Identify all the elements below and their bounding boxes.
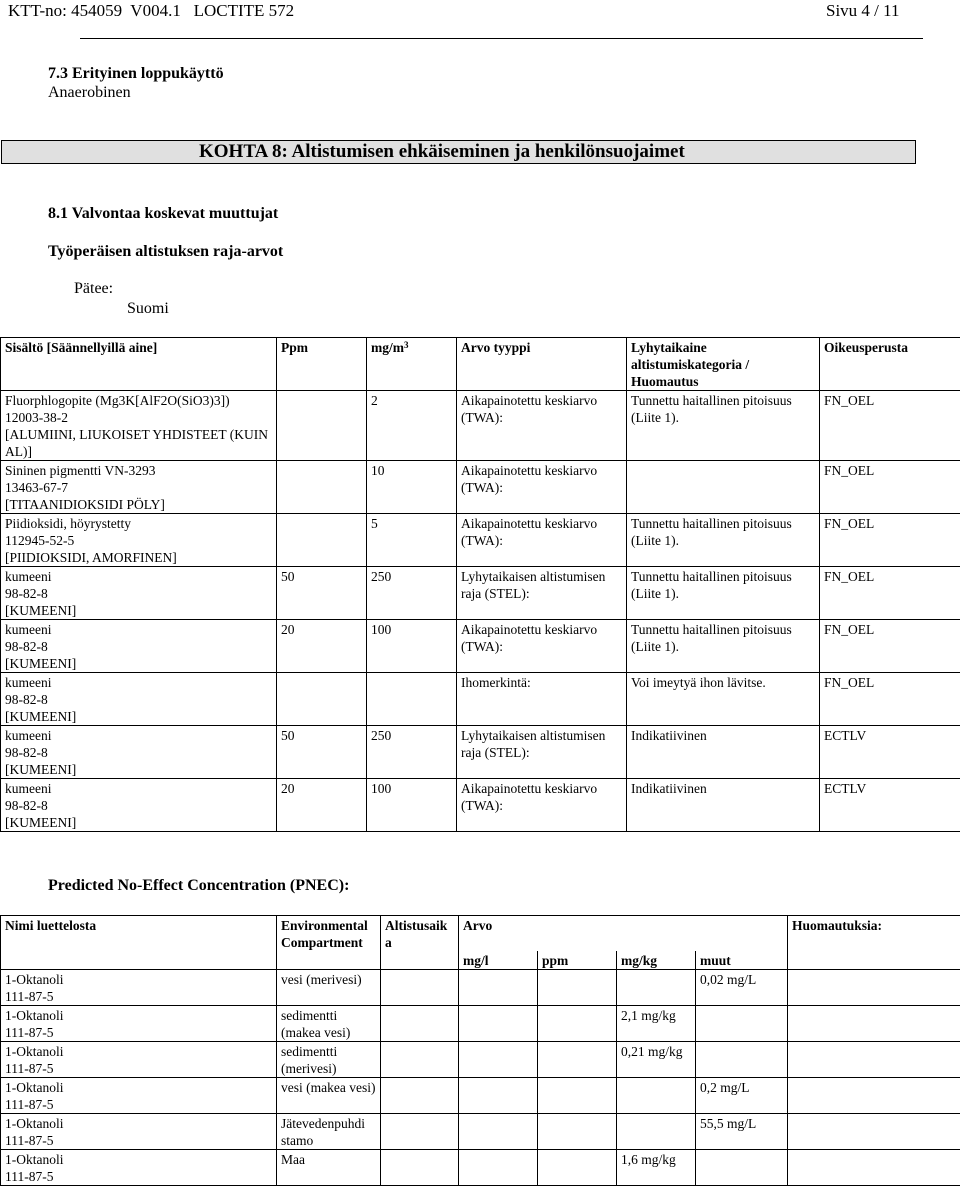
pnec-cell-mgl [459, 1005, 538, 1041]
oel-cell-substance: kumeeni 98-82-8 [KUMEENI] [1, 779, 277, 832]
pnec-cell-compartment: sedimentti (merivesi) [277, 1041, 381, 1077]
pnec-cell-name: 1-Oktanoli 111-87-5 [1, 1005, 277, 1041]
pnec-cell-name: 1-Oktanoli 111-87-5 [1, 1113, 277, 1149]
oel-cell-value-type: Lyhytaikaisen altistumisen raja (STEL): [457, 567, 627, 620]
col-category: Lyhytaikaine altistumiskategoria / Huomautus [627, 338, 820, 391]
document-id: KTT-no: 454059 V004.1 LOCTITE 572 [8, 1, 294, 21]
pnec-cell-remarks [788, 1041, 960, 1077]
pnec-row [1, 1005, 960, 1041]
oel-cell-substance: Fluorphlogopite (Mg3K[AlF2O(SiO3)3]) 12003-38-2 [ALUMIINI, LIUKOISET YHDISTEET (KUIN AL)] [1, 391, 277, 461]
pnec-cell-name: 1-Oktanoli 111-87-5 [1, 1077, 277, 1113]
oel-row [1, 567, 960, 620]
pnec-cell-remarks [788, 1077, 960, 1113]
oel-cell-category: Voi imeytyä ihon lävitse. [627, 673, 820, 726]
section-8-banner-title: KOHTA 8: Altistumisen ehkäiseminen ja henkilönsuojaimet [199, 141, 685, 163]
oel-cell-value-type: Aikapainotettu keskiarvo (TWA): [457, 514, 627, 567]
oel-cell-substance: Piidioksidi, höyrystetty 112945-52-5 [PIIDIOKSIDI, AMORFINEN] [1, 514, 277, 567]
valid-country: Suomi [127, 300, 169, 318]
oel-cell-ppm: 20 [277, 779, 367, 832]
oel-cell-substance: kumeeni 98-82-8 [KUMEENI] [1, 673, 277, 726]
section-7-3-text: Anaerobinen [48, 84, 131, 102]
pnec-cell-mgl [459, 1077, 538, 1113]
pnec-cell-compartment: sedimentti (makea vesi) [277, 1005, 381, 1041]
pnec-cell-other: 0,2 mg/L [696, 1077, 788, 1113]
pnec-row [1, 1113, 960, 1149]
oel-cell-substance: kumeeni 98-82-8 [KUMEENI] [1, 620, 277, 673]
pnec-col-value: Arvo [459, 916, 788, 951]
pnec-cell-exposure [381, 1077, 459, 1113]
col-mgm3 [367, 338, 457, 391]
pnec-cell-remarks [788, 969, 960, 1005]
pnec-cell-ppm [538, 1149, 617, 1185]
oel-cell-ppm: 50 [277, 726, 367, 779]
pnec-col-compartment: Environmental Compartment [277, 916, 381, 970]
pnec-col-name: Nimi luettelosta [1, 916, 277, 970]
oel-cell-ppm [277, 514, 367, 567]
oel-cell-substance: Sininen pigmentti VN-3293 13463-67-7 [TITAANIDIOKSIDI PÖLY] [1, 461, 277, 514]
oel-cell-basis: FN_OEL [820, 673, 960, 726]
oel-cell-mgm3: 5 [367, 514, 457, 567]
pnec-cell-mgkg: 0,21 mg/kg [617, 1041, 696, 1077]
oel-cell-mgm3: 100 [367, 620, 457, 673]
pnec-cell-ppm [538, 1005, 617, 1041]
pnec-cell-ppm [538, 1041, 617, 1077]
oel-cell-ppm [277, 461, 367, 514]
oel-cell-value-type: Aikapainotettu keskiarvo (TWA): [457, 620, 627, 673]
oel-row [1, 461, 960, 514]
pnec-cell-name: 1-Oktanoli 111-87-5 [1, 1149, 277, 1185]
oel-row [1, 391, 960, 461]
oel-cell-basis: ECTLV [820, 779, 960, 832]
oel-row [1, 673, 960, 726]
page-number: Sivu 4 / 11 [826, 1, 900, 21]
pnec-col-ppm: ppm [538, 951, 617, 970]
oel-cell-category: Indikatiivinen [627, 779, 820, 832]
oel-cell-basis: FN_OEL [820, 391, 960, 461]
col-value-type: Arvo tyyppi [457, 338, 627, 391]
col-basis: Oikeusperusta [820, 338, 960, 391]
oel-heading: Työperäisen altistuksen raja-arvot [48, 243, 283, 261]
oel-row [1, 726, 960, 779]
pnec-cell-remarks [788, 1149, 960, 1185]
oel-header-row [1, 338, 960, 391]
pnec-cell-mgkg: 2,1 mg/kg [617, 1005, 696, 1041]
oel-cell-ppm: 20 [277, 620, 367, 673]
oel-cell-value-type: Aikapainotettu keskiarvo (TWA): [457, 391, 627, 461]
oel-row [1, 620, 960, 673]
oel-row [1, 514, 960, 567]
oel-cell-category: Tunnettu haitallinen pitoisuus (Liite 1). [627, 391, 820, 461]
oel-cell-basis: FN_OEL [820, 620, 960, 673]
pnec-cell-other [696, 1005, 788, 1041]
oel-cell-ppm [277, 391, 367, 461]
pnec-cell-remarks [788, 1005, 960, 1041]
pnec-col-remarks: Huomautuksia: [788, 916, 960, 970]
oel-cell-category: Tunnettu haitallinen pitoisuus (Liite 1). [627, 567, 820, 620]
oel-cell-mgm3: 2 [367, 391, 457, 461]
oel-cell-mgm3: 250 [367, 726, 457, 779]
pnec-cell-mgkg [617, 969, 696, 1005]
oel-cell-substance: kumeeni 98-82-8 [KUMEENI] [1, 726, 277, 779]
pnec-cell-ppm [538, 1113, 617, 1149]
oel-cell-basis: FN_OEL [820, 567, 960, 620]
pnec-row [1, 1149, 960, 1185]
col-substance: Sisältö [Säännellyillä aine] [1, 338, 277, 391]
pnec-cell-exposure [381, 969, 459, 1005]
pnec-cell-mgkg [617, 1077, 696, 1113]
oel-cell-category [627, 461, 820, 514]
pnec-cell-exposure [381, 1149, 459, 1185]
oel-cell-category: Indikatiivinen [627, 726, 820, 779]
section-8-banner [1, 140, 916, 164]
pnec-cell-mgkg: 1,6 mg/kg [617, 1149, 696, 1185]
pnec-col-other: muut [696, 951, 788, 970]
pnec-cell-other: 55,5 mg/L [696, 1113, 788, 1149]
oel-cell-value-type: Ihomerkintä: [457, 673, 627, 726]
pnec-cell-remarks [788, 1113, 960, 1149]
pnec-table [0, 915, 960, 1186]
pnec-col-exposure: Altistusaik a [381, 916, 459, 970]
pnec-row [1, 1041, 960, 1077]
col-mgm3-sup: 3 [404, 340, 409, 350]
pnec-cell-name: 1-Oktanoli 111-87-5 [1, 969, 277, 1005]
oel-row [1, 779, 960, 832]
pnec-cell-name: 1-Oktanoli 111-87-5 [1, 1041, 277, 1077]
oel-cell-ppm: 50 [277, 567, 367, 620]
pnec-row [1, 1077, 960, 1113]
pnec-cell-exposure [381, 1113, 459, 1149]
pnec-cell-mgl [459, 1113, 538, 1149]
pnec-cell-mgl [459, 1041, 538, 1077]
oel-cell-mgm3 [367, 673, 457, 726]
oel-cell-mgm3: 10 [367, 461, 457, 514]
pnec-cell-ppm [538, 1077, 617, 1113]
oel-cell-category: Tunnettu haitallinen pitoisuus (Liite 1). [627, 620, 820, 673]
pnec-cell-compartment: Maa [277, 1149, 381, 1185]
pnec-cell-mgkg [617, 1113, 696, 1149]
pnec-cell-compartment: Jätevedenpuhdi stamo [277, 1113, 381, 1149]
oel-cell-mgm3: 100 [367, 779, 457, 832]
section-8-1-title: 8.1 Valvontaa koskevat muuttujat [48, 205, 278, 223]
pnec-heading: Predicted No-Effect Concentration (PNEC): [48, 877, 349, 895]
pnec-col-mgkg: mg/kg [617, 951, 696, 970]
oel-cell-value-type: Aikapainotettu keskiarvo (TWA): [457, 461, 627, 514]
oel-cell-value-type: Lyhytaikaisen altistumisen raja (STEL): [457, 726, 627, 779]
pnec-cell-compartment: vesi (merivesi) [277, 969, 381, 1005]
pnec-cell-other [696, 1149, 788, 1185]
pnec-col-mgl: mg/l [459, 951, 538, 970]
oel-cell-mgm3: 250 [367, 567, 457, 620]
oel-cell-category: Tunnettu haitallinen pitoisuus (Liite 1). [627, 514, 820, 567]
header-rule [80, 38, 923, 39]
oel-cell-basis: FN_OEL [820, 461, 960, 514]
oel-cell-value-type: Aikapainotettu keskiarvo (TWA): [457, 779, 627, 832]
pnec-cell-mgl [459, 1149, 538, 1185]
pnec-header-row [1, 916, 960, 951]
oel-cell-ppm [277, 673, 367, 726]
col-mgm3-label: mg/m [371, 340, 404, 355]
pnec-cell-ppm [538, 969, 617, 1005]
pnec-cell-compartment: vesi (makea vesi) [277, 1077, 381, 1113]
pnec-cell-other: 0,02 mg/L [696, 969, 788, 1005]
oel-cell-basis: FN_OEL [820, 514, 960, 567]
oel-cell-basis: ECTLV [820, 726, 960, 779]
oel-cell-substance: kumeeni 98-82-8 [KUMEENI] [1, 567, 277, 620]
pnec-cell-mgl [459, 969, 538, 1005]
section-7-3-title: 7.3 Erityinen loppukäyttö [48, 65, 224, 83]
pnec-cell-exposure [381, 1005, 459, 1041]
valid-label: Pätee: [74, 280, 113, 298]
pnec-row [1, 969, 960, 1005]
document-header [8, 0, 908, 24]
pnec-cell-other [696, 1041, 788, 1077]
oel-table [0, 337, 960, 832]
pnec-cell-exposure [381, 1041, 459, 1077]
col-ppm: Ppm [277, 338, 367, 391]
